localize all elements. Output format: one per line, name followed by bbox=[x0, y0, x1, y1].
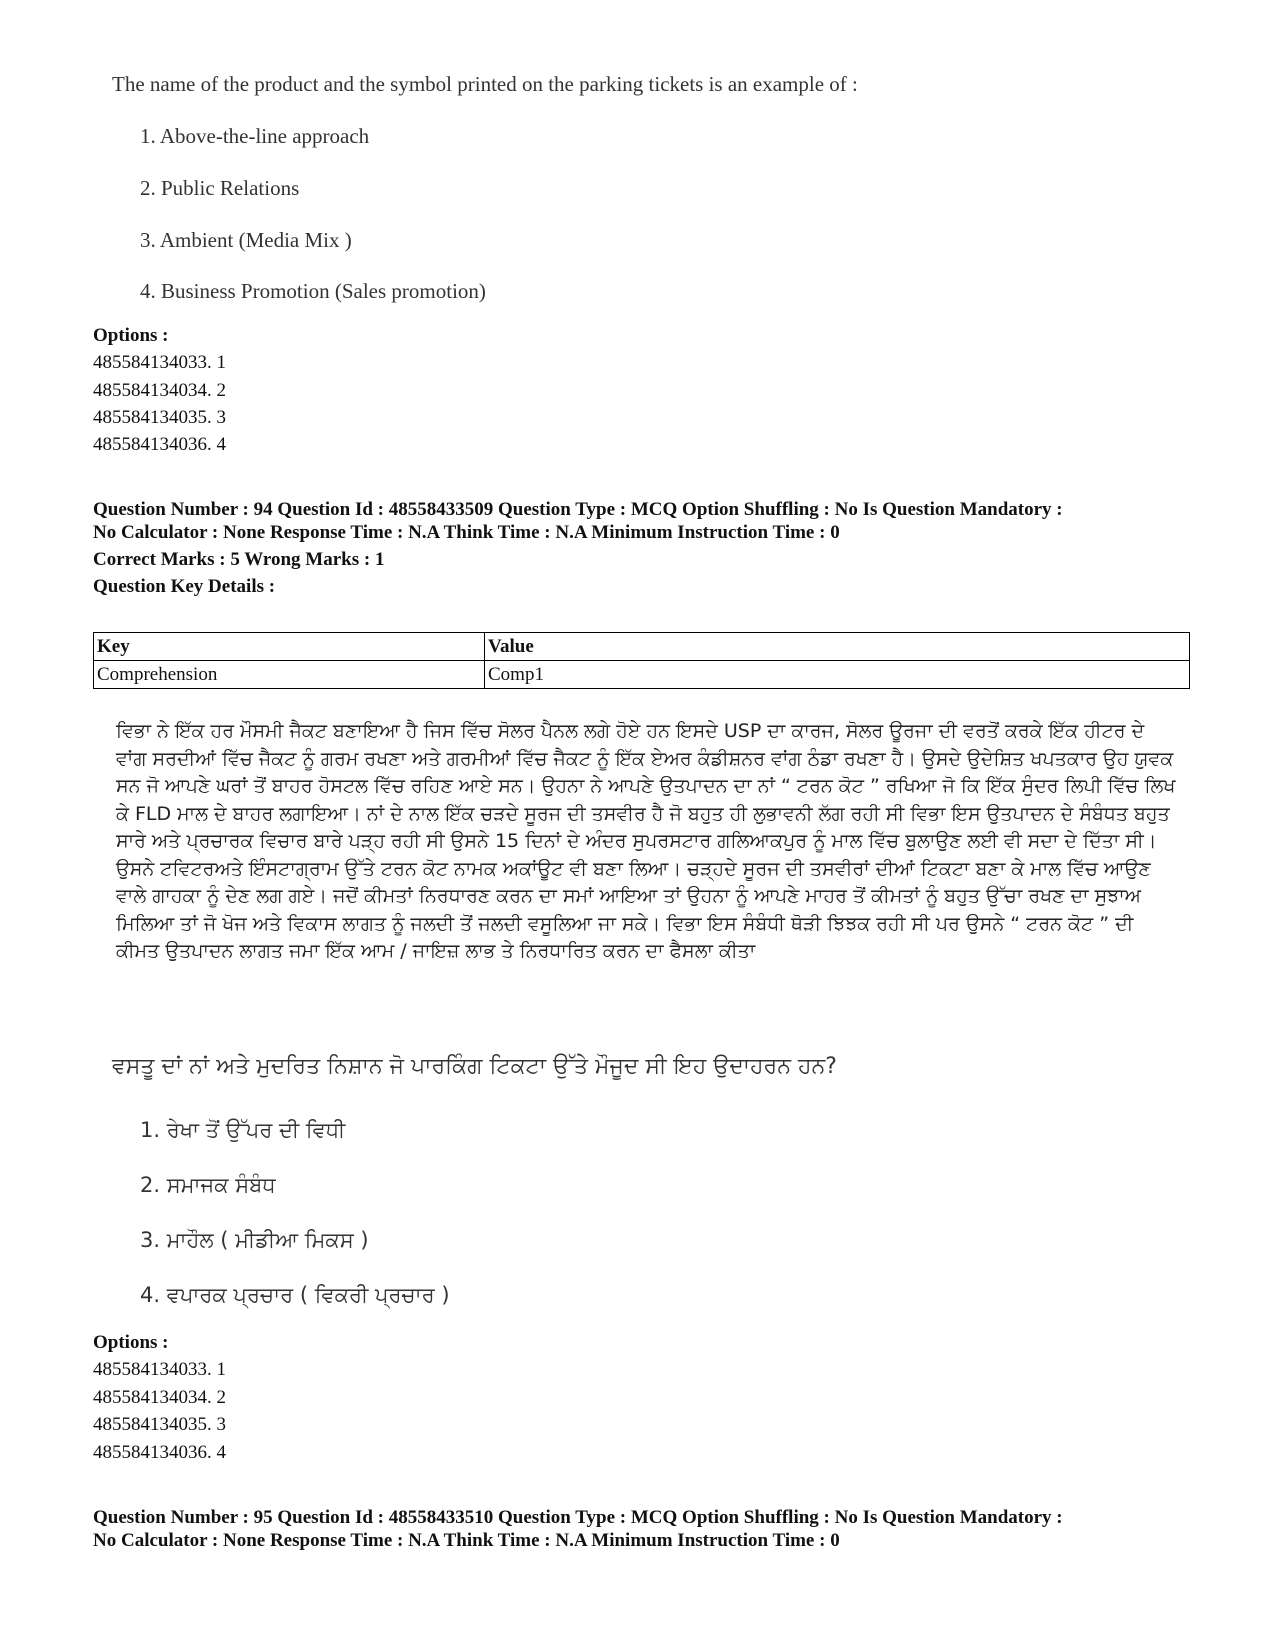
choice-3-punjabi: 3. ਮਾਹੌਲ ( ਮੀਡੀਆ ਮਿਕਸ ) bbox=[140, 1228, 369, 1252]
option-line: 485584134035. 3 bbox=[93, 1414, 226, 1435]
options-label: Options : bbox=[93, 1332, 169, 1353]
option-line: 485584134035. 3 bbox=[93, 407, 226, 428]
options-label: Options : bbox=[93, 325, 169, 346]
question-text-punjabi: ਵਸਤੂ ਦਾਂ ਨਾਂ ਅਤੇ ਮੁਦਰਿਤ ਨਿਸ਼ਾਨ ਜੋ ਪਾਰਕਿੰਗ ਟਿਕਟਾ ਉੱਤੇ ਮੌਜੂਦ ਸੀ ਇਹ ਉਦਾਹਰਨ ਹਨ? bbox=[112, 1054, 837, 1079]
table-header-key: Key bbox=[94, 633, 485, 661]
option-line: 485584134033. 1 bbox=[93, 1359, 226, 1380]
key-details-label: Question Key Details : bbox=[93, 576, 276, 597]
question-meta-line-2: No Calculator : None Response Time : N.A Think Time : N.A Minimum Instruction Time : 0 bbox=[93, 1530, 840, 1551]
question-text-english: The name of the product and the symbol printed on the parking tickets is an example of : bbox=[112, 72, 858, 96]
question-meta-line-2: No Calculator : None Response Time : N.A Think Time : N.A Minimum Instruction Time : 0 bbox=[93, 522, 840, 543]
table-row bbox=[94, 661, 1190, 689]
choice-3-english: 3. Ambient (Media Mix ) bbox=[140, 228, 352, 252]
table-cell-key: Comprehension bbox=[94, 661, 485, 689]
option-line: 485584134036. 4 bbox=[93, 434, 226, 455]
choice-1-punjabi: 1. ਰੇਖਾ ਤੋਂ ਉੱਪਰ ਦੀ ਵਿਧੀ bbox=[140, 1118, 346, 1142]
choice-4-english: 4. Business Promotion (Sales promotion) bbox=[140, 279, 486, 303]
question-meta-line-1: Question Number : 95 Question Id : 48558433510 Question Type : MCQ Option Shuffling : No Is Question Mandatory : bbox=[93, 1507, 1063, 1528]
option-line: 485584134033. 1 bbox=[93, 352, 226, 373]
table-cell-value: Comp1 bbox=[485, 661, 1190, 689]
option-line: 485584134036. 4 bbox=[93, 1442, 226, 1463]
comprehension-passage: ਵਿਭਾ ਨੇ ਇੱਕ ਹਰ ਮੌਸਮੀ ਜੈਕਟ ਬਣਾਇਆ ਹੈ ਜਿਸ ਵਿੱਚ ਸੋਲਰ ਪੈਨਲ ਲਗੇ ਹੋਏ ਹਨ ਇਸਦੇ USP ਦਾ ਕਾਰਜ, ਸੋਲਰ ਊਰਜਾ ਦੀ ਵਰਤੋਂ ਕਰਕੇ ਇੱਕ ਹੀਟਰ ਦੇ ਵਾਂਗ ਸਰਦੀਆਂ ਵਿੱਚ ਜੈਕਟ ਨੂੰ ਗਰਮ ਰਖਣਾ ਅਤੇ ਗਰਮੀਆਂ ਵਿੱਚ ਜੈਕਟ ਨੂੰ ਇੱਕ ਏਅਰ ਕੰਡੀਸ਼ਨਰ ਵਾਂਗ ਠੰਡਾ ਰਖਣਾ ਹੈ। ਉਸਦੇ ਉਦੇਸ਼ਿਤ ਖਪਤਕਾਰ ਉਹ ਯੁਵਕ ਸਨ ਜੋ ਆਪਣੇ ਘਰਾਂ ਤੋਂ ਬਾਹਰ ਹੋਸਟਲ ਵਿੱਚ ਰਹਿਣ ਆਏ ਸਨ। ਉਹਨਾ ਨੇ ਆਪਣੇ ਉਤਪਾਦਨ ਦਾ ਨਾਂ “ ਟਰਨ ਕੋਟ ” ਰਖਿਆ ਜੋ ਕਿ ਇੱਕ ਸੁੰਦਰ ਲਿਪੀ ਵਿੱਚ ਲਿਖ ਕੇ FLD ਮਾਲ ਦੇ ਬਾਹਰ ਲਗਾਇਆ। ਨਾਂ ਦੇ ਨਾਲ ਇੱਕ ਚੜਦੇ ਸੂਰਜ ਦੀ ਤਸਵੀਰ ਹੈ ਜੋ ਬਹੁਤ ਹੀ ਲੁਭਾਵਨੀ ਲੱਗ ਰਹੀ ਸੀ ਵਿਭਾ ਇਸ ਉਤਪਾਦਨ ਦੇ ਸੰਬੰਧਤ ਬਹੁਤ ਸਾਰੇ ਅਤੇ ਪ੍ਰਚਾਰਕ ਵਿਚਾਰ ਬਾਰੇ ਪੜ੍ਹ ਰਹੀ ਸੀ ਉਸਨੇ 15 ਦਿਨਾਂ ਦੇ ਅੰਦਰ ਸੁਪਰਸਟਾਰ ਗਲਿਆਕਪੁਰ ਨੂੰ ਮਾਲ ਵਿੱਚ ਬੁਲਾਉਣ ਲਈ ਵੀ ਸਦਾ ਦੇ ਦਿੱਤਾ ਸੀ। ਉਸਨੇ ਟਵਿਟਰਅਤੇ ਇੰਸਟਾਗ੍ਰਾਮ ਉੱਤੇ ਟਰਨ ਕੋਟ ਨਾਮਕ ਅਕਾਂਊਟ ਵੀ ਬਣਾ ਲਿਆ। ਚੜ੍ਹਦੇ ਸੂਰਜ ਦੀ ਤਸਵੀਰਾਂ ਦੀਆਂ ਟਿਕਟਾ ਬਣਾ ਕੇ ਮਾਲ ਵਿੱਚ ਆਉਣ ਵਾਲੇ ਗਾਹਕਾ ਨੂੰ ਦੇਣ ਲਗ ਗਏ। ਜਦੋਂ ਕੀਮਤਾਂ ਨਿਰਧਾਰਣ ਕਰਨ ਦਾ ਸਮਾਂ ਆਇਆ ਤਾਂ ਉਹਨਾ ਨੂੰ ਆਪਣੇ ਮਾਹਰ ਤੋਂ ਕੀਮਤਾਂ ਨੂੰ ਬਹੁਤ ਉੱਚਾ ਰਖਣ ਦਾ ਸੁਝਾਅ ਮਿਲਿਆ ਤਾਂ ਜੋ ਖੋਜ ਅਤੇ ਵਿਕਾਸ ਲਾਗਤ ਨੂੰ ਜਲਦੀ ਤੋਂ ਜਲਦੀ ਵਸੂਲਿਆ ਜਾ ਸਕੇ। ਵਿਭਾ ਇਸ ਸੰਬੰਧੀ ਥੋੜੀ ਝਿਝਕ ਰਹੀ ਸੀ ਪਰ ਉਸਨੇ “ ਟਰਨ ਕੋਟ ” ਦੀ ਕੀਮਤ ਉਤਪਾਦਨ ਲਾਗਤ ਜਮਾ ਇੱਕ ਆਮ / ਜਾਇਜ਼ ਲਾਭ ਤੇ ਨਿਰਧਾਰਿਤ ਕਰਨ ਦਾ ਫੈਸਲਾ ਕੀਤਾ bbox=[116, 720, 1176, 962]
choice-2-punjabi: 2. ਸਮਾਜਕ ਸੰਬੰਧ bbox=[140, 1173, 276, 1197]
choice-2-english: 2. Public Relations bbox=[140, 176, 300, 200]
key-details-table bbox=[93, 632, 1190, 689]
table-header-value: Value bbox=[485, 633, 1190, 661]
question-meta bbox=[93, 1506, 1193, 1552]
question-meta-line-1: Question Number : 94 Question Id : 48558433509 Question Type : MCQ Option Shuffling : No Is Question Mandatory : bbox=[93, 499, 1063, 520]
table-header-row bbox=[94, 633, 1190, 661]
choice-4-punjabi: 4. ਵਪਾਰਕ ਪ੍ਰਚਾਰ ( ਵਿਕਰੀ ਪ੍ਰਚਾਰ ) bbox=[140, 1283, 450, 1307]
option-line: 485584134034. 2 bbox=[93, 380, 226, 401]
question-meta bbox=[93, 498, 1193, 544]
marks-line: Correct Marks : 5 Wrong Marks : 1 bbox=[93, 549, 385, 570]
option-line: 485584134034. 2 bbox=[93, 1387, 226, 1408]
choice-1-english: 1. Above-the-line approach bbox=[140, 124, 370, 148]
